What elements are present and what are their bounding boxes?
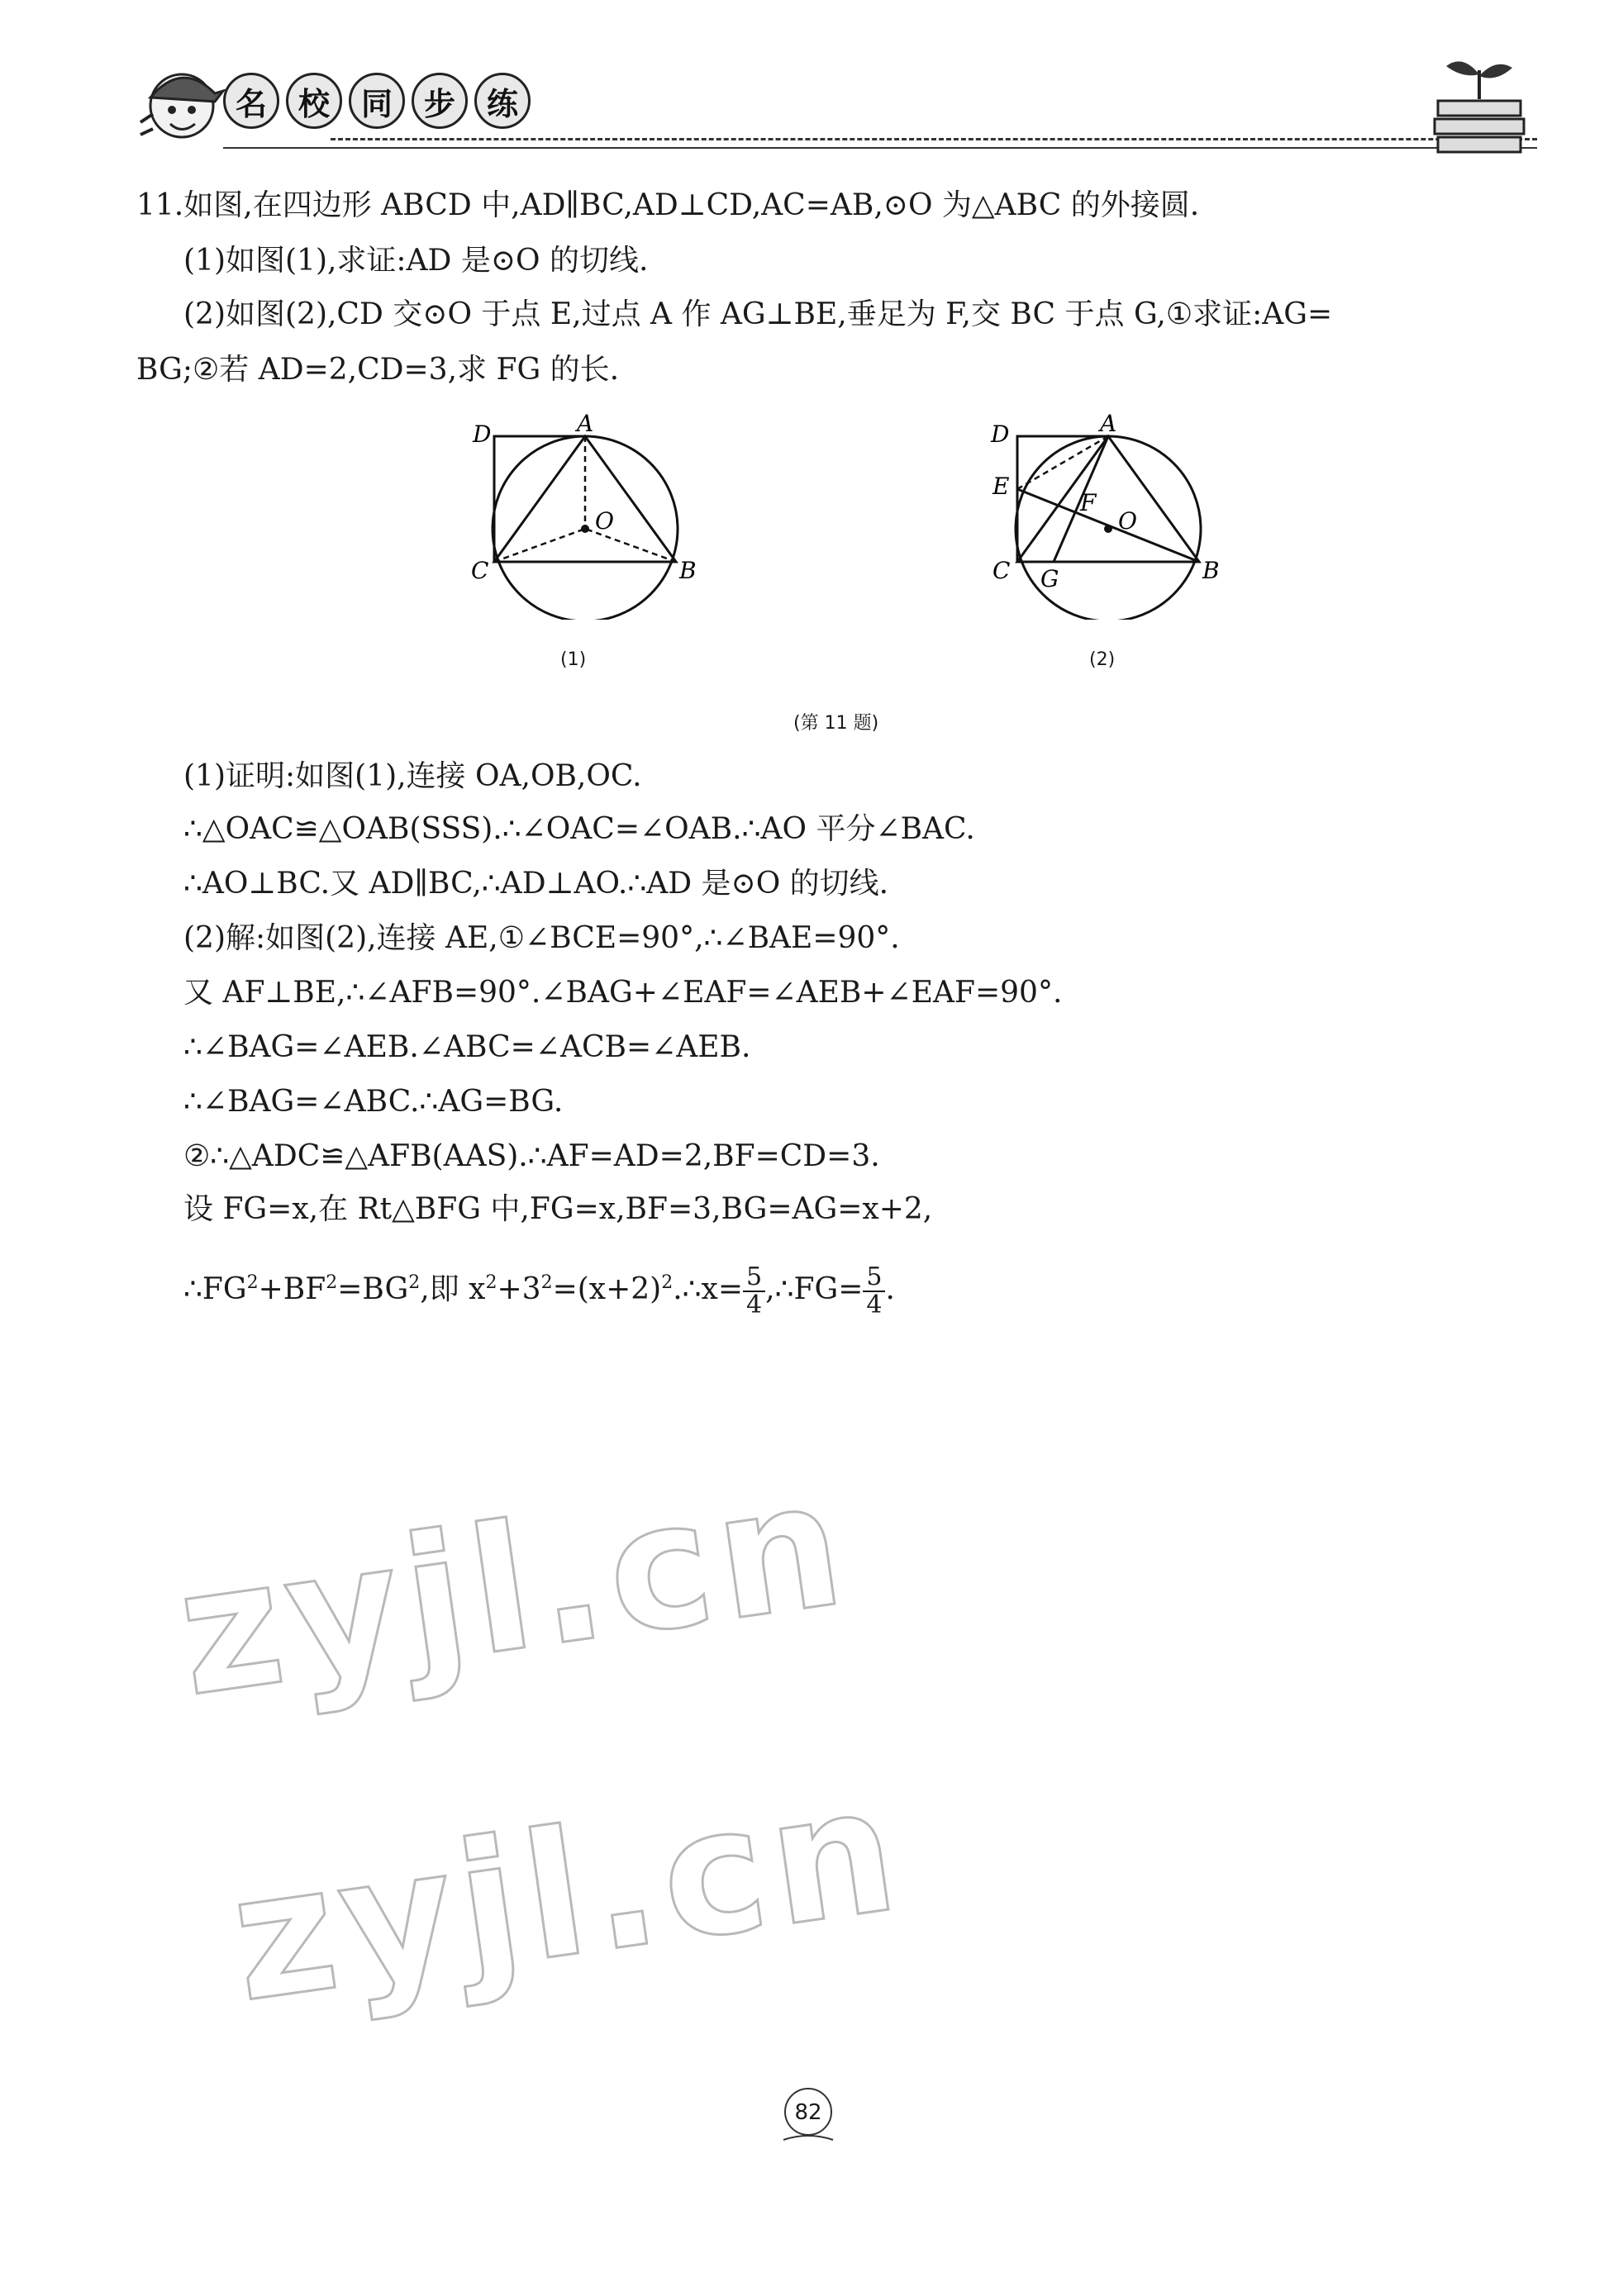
exponent: 2 [326,1272,338,1293]
solution-line: 设 FG=x,在 Rt△BFG 中,FG=x,BF=3,BG=AG=x+2, [183,1192,933,1226]
label-G: G [1040,565,1059,592]
label-C: C [993,557,1011,584]
label-D: D [991,421,1010,448]
label-D: D [473,421,492,448]
title-char: 校 [286,73,342,129]
figure-2-caption: (2) [1089,649,1116,670]
label-A: A [577,413,594,437]
question-number: 11. [136,188,184,222]
sprout-books-icon [1430,50,1529,157]
question-stem [136,186,1199,226]
watermark: zyjl.cn [166,1441,860,1736]
figure-2 [979,413,1227,620]
exponent: 2 [408,1272,421,1293]
solution-line: (2)解:如图(2),连接 AE,①∠BCE=90°,∴∠BAE=90°. [183,921,900,955]
page-number: 82 [794,2100,822,2125]
figure-1 [463,413,702,620]
equation-part: .∴x= [673,1272,744,1306]
series-title [223,73,531,129]
solution-line: (1)证明:如图(1),连接 OA,OB,OC. [183,759,642,793]
solution-line: ②∴△ADC≌△AFB(AAS).∴AF=AD=2,BF=CD=3. [183,1139,880,1173]
equation-part: =BG [337,1272,409,1306]
question-text: 如图,在四边形 ABCD 中,AD∥BC,AD⊥CD,AC=AB,⊙O 为△ABC 的外接圆. [183,188,1200,222]
watermark: zyjl.cn [220,1747,914,2042]
solution-line: ∴∠BAG=∠ABC.∴AG=BG. [183,1085,564,1119]
label-O: O [595,507,614,535]
equation-part: +BF [258,1272,326,1306]
equation-part: =(x+2) [552,1272,662,1306]
numerator: 5 [863,1264,885,1292]
solution-line: ∴△OAC≌△OAB(SSS).∴∠OAC=∠OAB.∴AO 平分∠BAC. [183,812,975,846]
exponent: 2 [661,1272,674,1293]
question-part2-line2: BG;②若 AD=2,CD=3,求 FG 的长. [136,353,620,387]
header-divider [223,147,1537,149]
figure-title: (第 11 题) [793,713,879,734]
fraction [743,1264,765,1319]
solution-line-final [183,1254,895,1319]
equation-part: . [885,1272,895,1306]
page-number-badge [775,2082,841,2148]
label-E: E [993,473,1010,500]
label-B: B [1202,557,1220,584]
numerator: 5 [743,1264,765,1292]
denominator: 4 [746,1291,763,1319]
label-C: C [471,557,489,584]
label-F: F [1080,489,1097,516]
exponent: 2 [540,1272,553,1293]
title-char: 练 [474,73,531,129]
question-part2-line1: (2)如图(2),CD 交⊙O 于点 E,过点 A 作 AG⊥BE,垂足为 F,交 BC 于点 G,①求证:AG= [183,297,1333,331]
solution-line: ∴AO⊥BC.又 AD∥BC,∴AD⊥AO.∴AD 是⊙O 的切线. [183,867,889,901]
solution-line: ∴∠BAG=∠AEB.∠ABC=∠ACB=∠AEB. [183,1030,751,1064]
solution-line: 又 AF⊥BE,∴∠AFB=90°.∠BAG+∠EAF=∠AEB+∠EAF=90°. [183,976,1063,1010]
label-O: O [1118,507,1137,535]
title-char: 名 [223,73,279,129]
exponent: 2 [485,1272,497,1293]
figure-1-caption: (1) [560,649,587,670]
equation-part: ∴FG [183,1272,247,1306]
title-char: 步 [412,73,468,129]
equation-part: ,即 x [420,1272,486,1306]
header-divider [331,138,1537,140]
equation-part: ,∴FG= [765,1272,864,1306]
label-B: B [679,557,697,584]
denominator: 4 [866,1291,883,1319]
question-part1: (1)如图(1),求证:AD 是⊙O 的切线. [183,244,649,278]
page-header [124,50,1529,157]
equation-part: +3 [497,1272,541,1306]
fraction [863,1264,885,1319]
label-A: A [1100,413,1117,437]
title-char: 同 [349,73,405,129]
exponent: 2 [246,1272,259,1293]
